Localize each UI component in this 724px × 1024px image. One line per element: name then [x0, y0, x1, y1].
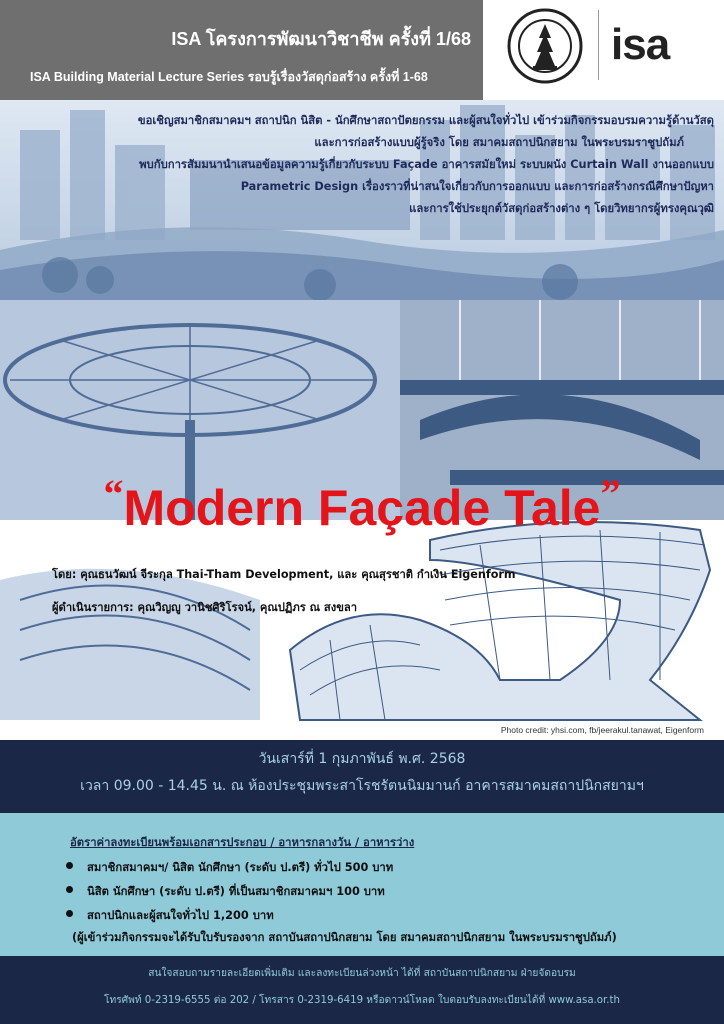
fee-item-text: สถาปนิกและผู้สนใจทั่วไป 1,200 บาท [87, 909, 274, 922]
fee-item-text: สมาชิกสมาคมฯ/ นิสิต นักศึกษา (ระดับ ป.ตรี) ทั่วไป 500 บาท [87, 861, 394, 874]
close-quote: ” [600, 471, 621, 516]
certificate-note: (ผู้เข้าร่วมกิจกรรมจะได้รับใบรับรองจาก สถาบันสถาปนิกสยาม โดย สมาคมสถาปนิกสยาม ในพระบรมราชูปถัมภ์) [72, 931, 617, 944]
bullet-icon [66, 910, 73, 917]
event-time-place: เวลา 09.00 - 14.45 น. ณ ห้องประชุมพระสาโรชรัตนนิมมานก์ อาคารสมาคมสถาปนิกสยามฯ [80, 778, 644, 794]
asa-seal-logo [507, 8, 583, 84]
fee-item [66, 904, 393, 928]
header-title: ISA โครงการพัฒนาวิชาชีพ ครั้งที่ 1/68 [171, 29, 471, 49]
contact-line: สนใจสอบถามรายละเอียดเพิ่มเติม และลงทะเบียนล่วงหน้า ได้ที่ สถาบันสถาปนิกสยาม ฝ่ายจัดอบรม [148, 968, 576, 979]
isa-logo: isa [611, 20, 670, 69]
header [0, 0, 724, 100]
intro-line: พบกับการสัมมนานำเสนอข้อมูลความรู้เกี่ยวกับระบบ Façade อาคารสมัยใหม่ ระบบผนัง Curtain Wall งานออกแบบ [139, 158, 714, 171]
event-title-text: Modern Façade Tale [123, 480, 601, 536]
logo-area [483, 0, 724, 100]
header-banner [0, 0, 483, 100]
intro-line: และการใช้ประยุกต์วัสดุก่อสร้างต่าง ๆ โดยวิทยากรผู้ทรงคุณวุฒิ [409, 202, 714, 215]
event-date: วันเสาร์ที่ 1 กุมภาพันธ์ พ.ศ. 2568 [258, 751, 466, 767]
fee-item-text: นิสิต นักศึกษา (ระดับ ป.ตรี) ที่เป็นสมาชิกสมาคมฯ 100 บาท [87, 885, 385, 898]
fee-item [66, 856, 393, 880]
bullet-icon [66, 862, 73, 869]
speakers-line: โดย: คุณธนวัฒน์ จีระกุล Thai-Tham Development, และ คุณสุรชาติ กำเงิน Eigenform [52, 568, 516, 581]
fee-item [66, 880, 393, 904]
intro-line: และการก่อสร้างแบบผู้รู้จริง โดย สมาคมสถาปนิกสยาม ในพระบรมราชูปถัมภ์ [314, 136, 684, 149]
intro-paragraph [10, 110, 714, 220]
phone-line[interactable]: โทรศัพท์ 0-2319-6555 ต่อ 202 / โทรสาร 0-2319-6419 หรือดาวน์โหลด ใบตอบรับลงทะเบียนได้ที่ www.asa.or.th [104, 995, 620, 1006]
fee-title: อัตราค่าลงทะเบียนพร้อมเอกสารประกอบ / อาหารกลางวัน / อาหารว่าง [70, 836, 415, 849]
bullet-icon [66, 886, 73, 893]
intro-line: Parametric Design เรื่องราวที่น่าสนใจเกี่ยวกับการออกแบบ และการก่อสร้างกรณีศึกษาปัญหา [240, 180, 714, 193]
hosts-line: ผู้ดำเนินรายการ: คุณวิญญู วานิชศิริโรจน์, คุณปฏิภร ณ สงขลา [52, 601, 357, 614]
event-title [0, 470, 724, 537]
fee-list [66, 856, 393, 928]
intro-line: ขอเชิญสมาชิกสมาคมฯ สถาปนิก นิสิต - นักศึกษาสถาปัตยกรรม และผู้สนใจทั่วไป เข้าร่วมกิจกรรมอบรมความรู้ด้านวัสดุ [137, 114, 714, 127]
header-subtitle: ISA Building Material Lecture Series รอบรู้เรื่องวัสดุก่อสร้าง ครั้งที่ 1-68 [30, 70, 428, 84]
logo-divider [598, 10, 599, 80]
photo-credit: Photo credit: yhsi.com, fb/jeerakul.tanawat, Eigenform [500, 725, 704, 735]
open-quote: “ [103, 471, 124, 516]
